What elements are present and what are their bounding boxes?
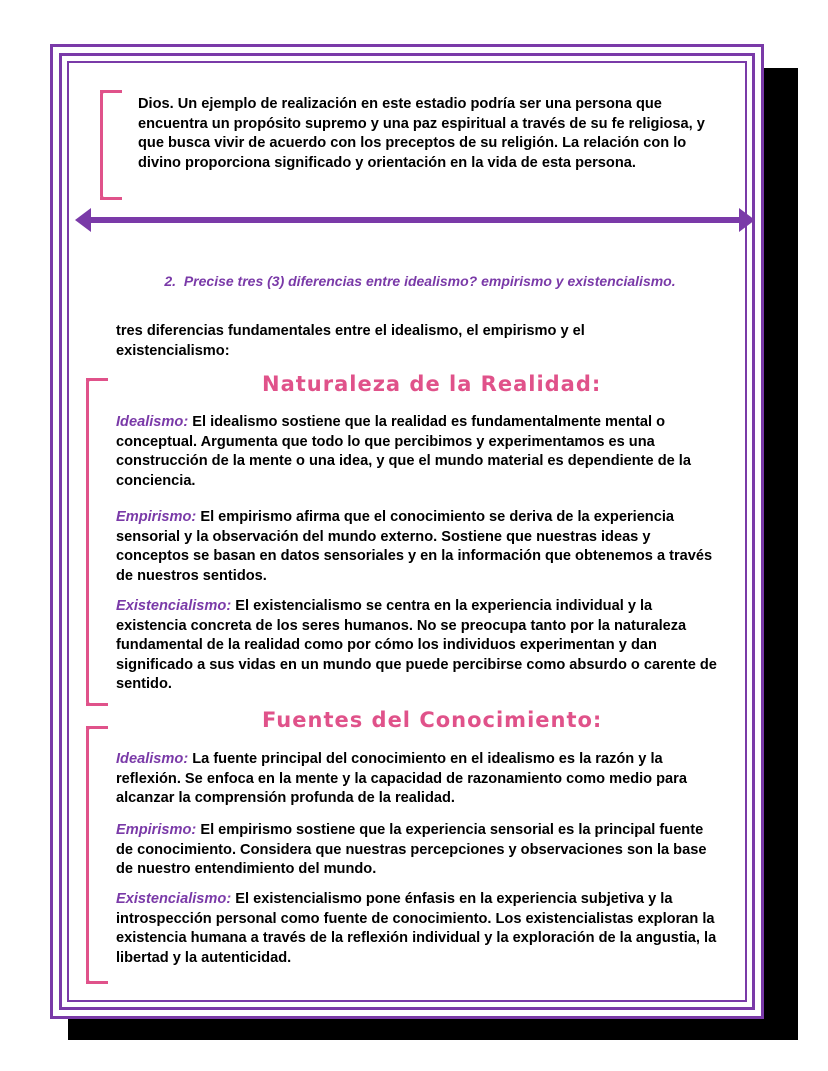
section-heading-conocimiento: Fuentes del Conocimiento: [262, 708, 603, 732]
section-bracket-realidad [86, 378, 99, 706]
question-heading: 2. Precise tres (3) diferencias entre idealismo? empirismo y existencialismo. [164, 273, 676, 289]
item-existencialismo-realidad: Existencialismo: El existencialismo se centra en la experiencia individual y la existencia concreta de los seres humanos. No se preocupa tanto por la naturaleza fundamental de la realidad como por cómo los individuos experimentan y dan significado a sus vidas en un mundo que puede percibirse como absurdo o carente de sentido. [116, 598, 717, 693]
section-heading-realidad: Naturaleza de la Realidad: [262, 372, 602, 396]
item-empirismo-conocimiento: Empirismo: El empirismo sostiene que la experiencia sensorial es la principal fuente de conocimiento. Considera que nuestras percepciones y observaciones son la base de nuestro entendimiento del mundo. [116, 822, 707, 878]
intro-bracket [100, 90, 113, 200]
item-existencialismo-conocimiento: Existencialismo: El existencialismo pone énfasis en la experiencia subjetiva y la introspección personal como fuente de conocimiento. Los existencialistas exploran la existencia humana a través de la reflexión individual y la exploración de la angustia, la libertad y la autenticidad. [116, 891, 717, 966]
lead-text: tres diferencias fundamentales entre el idealismo, el empirismo y el existencialismo: [116, 323, 585, 359]
intro-paragraph: Dios. Un ejemplo de realización en este estadio podría ser una persona que encuentra un propósito supremo y una paz espiritual a través de su fe religiosa, y que busca vivir de acuerdo con los preceptos de su religión. La relación con lo divino proporciona significado y orientación en la vida de esta persona. [138, 96, 705, 171]
item-idealismo-conocimiento: Idealismo: La fuente principal del conocimiento en el idealismo es la razón y la reflexión. Se enfoca en la mente y la capacidad de razonamiento como medio para alcanzar la comprensión profunda de la realidad. [116, 751, 687, 807]
item-idealismo-realidad: Idealismo: El idealismo sostiene que la realidad es fundamentalmente mental o conceptual. Argumenta que todo lo que percibimos y experimentamos es una construcción de la mente o una idea, y que el mundo material es dependiente de la conciencia. [116, 414, 691, 489]
double-arrow-divider [75, 208, 755, 232]
item-empirismo-realidad: Empirismo: El empirismo afirma que el conocimiento se deriva de la experiencia sensorial y la observación del mundo externo. Sostiene que nuestras ideas y conceptos se basan en datos sensoriales y en la información que obtenemos a través de nuestros sentidos. [116, 509, 713, 584]
section-bracket-conocimiento [86, 726, 99, 984]
